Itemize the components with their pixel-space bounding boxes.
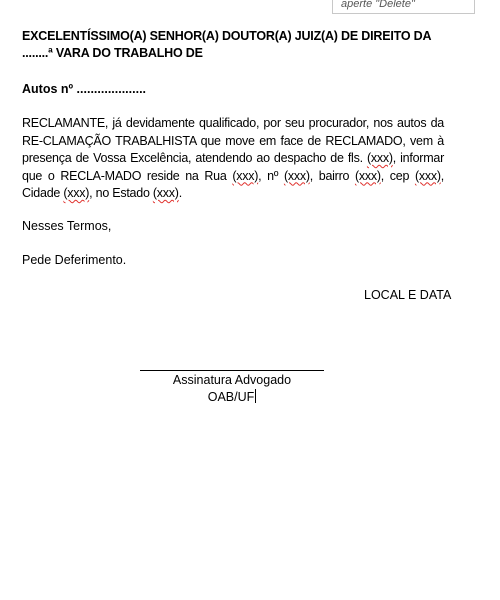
local-and-date[interactable]: LOCAL E DATA bbox=[364, 288, 452, 302]
signature-oab[interactable] bbox=[140, 389, 324, 406]
case-number-line[interactable]: Autos nº .................... bbox=[22, 82, 147, 96]
body-text-segment: RECLAMANTE, já devidamente qualificado, por seu procurador, nos autos da RE-CLAMAÇÃO TRABALHISTA que move em face de RECLAMADO, vem à presença de Vossa Excelência, atendendo ao despacho de fls. bbox=[22, 116, 444, 165]
closing-line-nesses-termos[interactable]: Nesses Termos, bbox=[22, 219, 112, 233]
placeholder-field[interactable]: (xxx) bbox=[283, 168, 310, 183]
body-text-segment: , bairro bbox=[309, 168, 355, 183]
document-heading[interactable]: EXCELENTÍSSIMO(A) SENHOR(A) DOUTOR(A) JUIZ(A) DE DIREITO DA ........ª VARA DO TRABALHO DE bbox=[22, 29, 431, 60]
signature-oab-text: OAB/UF bbox=[207, 390, 255, 404]
placeholder-field[interactable]: (xxx) bbox=[414, 168, 441, 183]
signature-line bbox=[140, 370, 324, 371]
signature-name[interactable]: Assinatura Advogado bbox=[172, 373, 292, 387]
closing-line-pede-deferimento[interactable]: Pede Deferimento. bbox=[22, 253, 127, 267]
body-text-segment: , Cidade bbox=[22, 168, 445, 200]
instruction-hint-text: aperte "Delete" bbox=[341, 0, 415, 10]
placeholder-field[interactable]: (xxx) bbox=[354, 168, 381, 183]
body-text-segment: , informar que o RECLA-MADO reside na Rua bbox=[22, 151, 444, 183]
body-text-segment: . bbox=[178, 186, 182, 200]
body-text-segment: , cep bbox=[380, 168, 415, 183]
placeholder-field[interactable]: (xxx) bbox=[366, 151, 393, 165]
text-cursor bbox=[255, 389, 256, 403]
placeholder-field[interactable]: (xxx) bbox=[63, 186, 90, 200]
petition-body-paragraph[interactable] bbox=[22, 115, 444, 203]
placeholder-field[interactable]: (xxx) bbox=[232, 168, 259, 183]
body-text-segment: , nº bbox=[258, 168, 284, 183]
instruction-hint-box bbox=[332, 0, 475, 14]
body-text-segment: , no Estado bbox=[89, 186, 153, 200]
placeholder-field[interactable]: (xxx) bbox=[152, 186, 179, 200]
